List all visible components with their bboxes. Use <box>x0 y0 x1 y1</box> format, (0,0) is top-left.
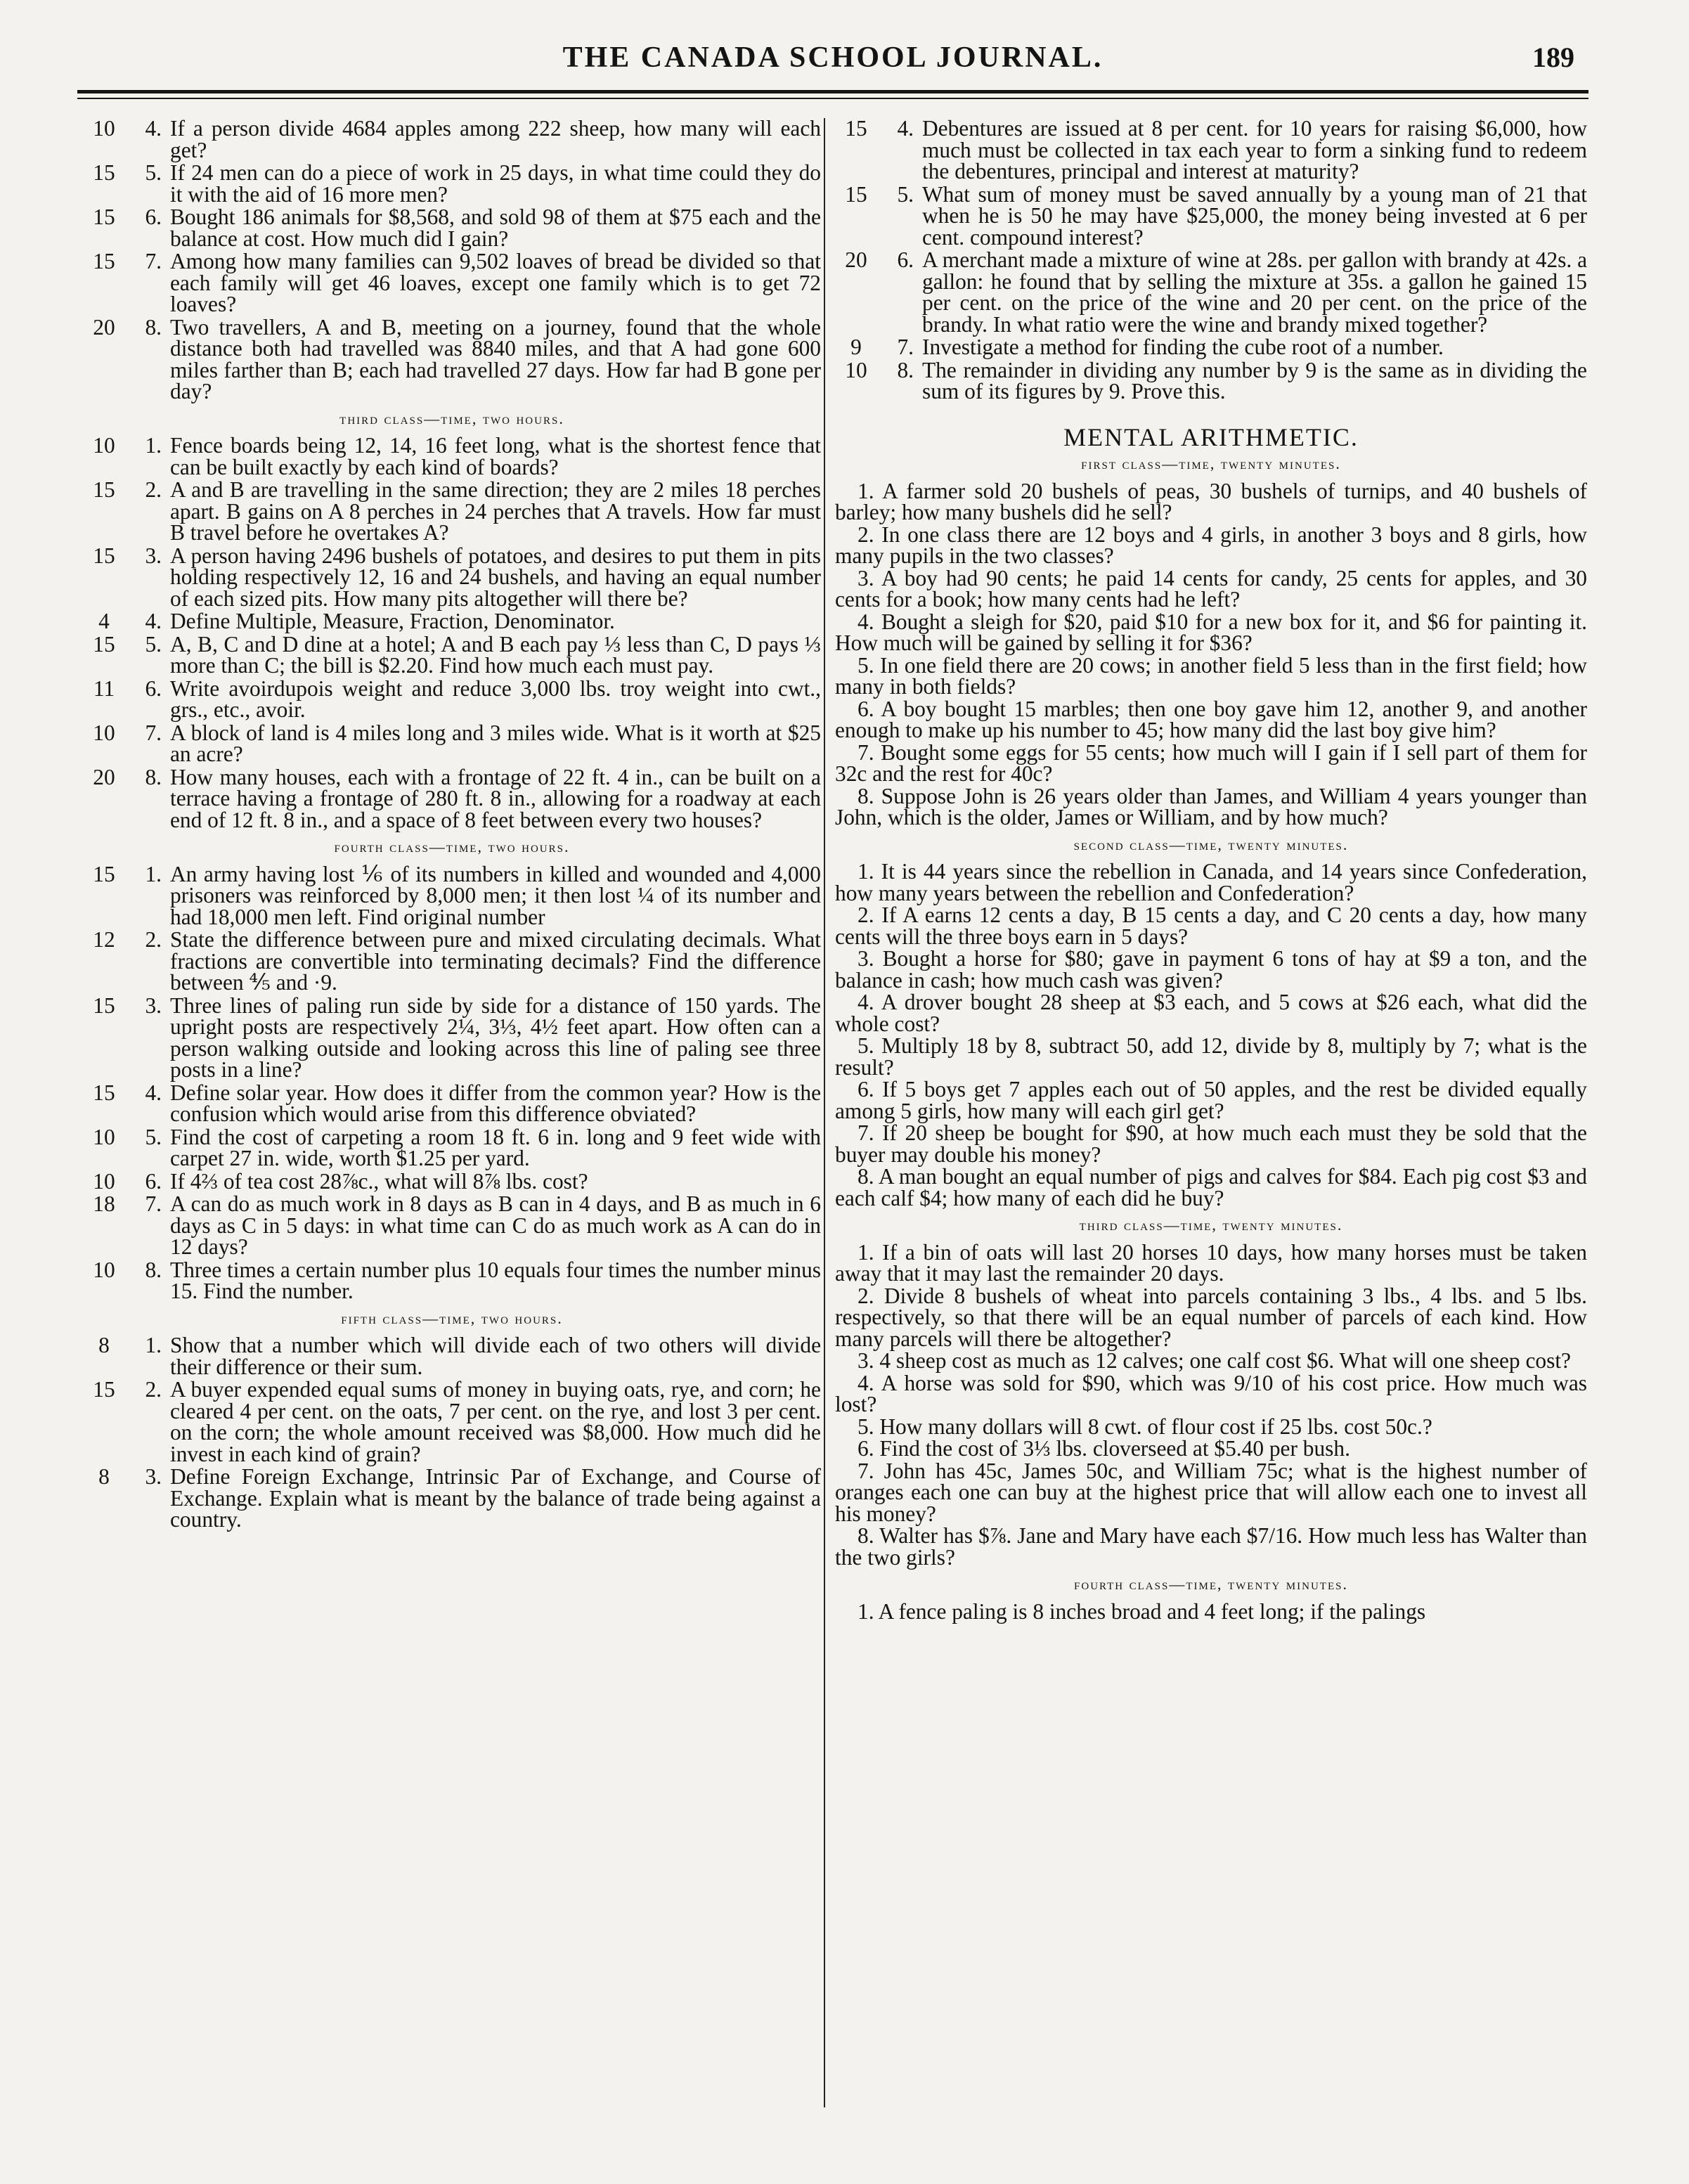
question-number: 6. <box>145 205 162 229</box>
section-heading: third class—time, two hours. <box>339 409 564 427</box>
question-number: 3. <box>145 1464 162 1489</box>
marks-value: 15 <box>93 205 115 229</box>
marks-value: 20 <box>845 247 867 272</box>
page-header <box>77 41 1588 90</box>
marks-value: 15 <box>93 993 115 1018</box>
question-number: 6. <box>145 676 162 701</box>
question-paragraph: 3. A boy had 90 cents; he paid 14 cents for candy, 25 cents for apples, and 30 cents for a book; how many cents had he left? <box>835 565 1587 612</box>
question-number: 7. <box>897 335 914 359</box>
paragraph-list <box>835 861 1587 1209</box>
question-item <box>83 929 821 994</box>
question-item <box>83 251 821 316</box>
question-text: An army having lost ⅙ of its numbers in killed and wounded and 4,000 prisoners was reinforced by 8,000 men; it then lost ¼ of its number and had 18,000 men left. Find original number <box>170 861 821 929</box>
question-item <box>83 479 821 544</box>
marks-value: 15 <box>845 181 867 207</box>
question-paragraph: 4. A drover bought 28 sheep at $3 each, and 5 cows at $26 each, what did the whole cost? <box>835 990 1587 1036</box>
question-paragraph: 7. If 20 sheep be bought for $90, at how much each must they be sold that the buyer may double his money? <box>835 1120 1587 1167</box>
left-column <box>83 118 821 1532</box>
question-number: 5. <box>145 631 162 657</box>
question-text: How many houses, each with a frontage of 22 ft. 4 in., can be built on a terrace having a frontage of 280 ft. 8 in., allowing for a roadway at each end of 12 ft. 8 in., and a space of 8 feet between every two houses? <box>170 764 821 832</box>
question-number: 5. <box>897 181 914 207</box>
question-text: If 4⅔ of tea cost 28⅞c., what will 8⅞ lbs. cost? <box>170 1168 588 1194</box>
paragraph-list <box>835 1239 1587 1570</box>
section-heading: fifth class—time, two hours. <box>341 1309 563 1327</box>
marks-value: 10 <box>845 357 867 382</box>
question-text: Define solar year. How does it differ from the common year? How is the confusion which would arise from this difference obviated? <box>170 1080 821 1126</box>
marks-value: 10 <box>93 720 115 745</box>
page-number: 189 <box>1532 41 1574 73</box>
question-item <box>83 435 821 478</box>
section-heading: fourth class—time, two hours. <box>334 838 570 855</box>
question-paragraph: 2. If A earns 12 cents a day, B 15 cents a day, and C 20 cents a day, how many cents will the three boys earn in 5 days? <box>835 903 1587 949</box>
question-number: 8. <box>145 314 162 340</box>
question-item <box>835 118 1587 183</box>
question-paragraph: 5. How many dollars will 8 cwt. of flour cost if 25 lbs. cost 50c.? <box>858 1414 1432 1439</box>
question-item <box>83 678 821 721</box>
question-number: 4. <box>145 1080 162 1105</box>
section-heading: second class—time, twenty minutes. <box>1073 835 1349 853</box>
marks-value: 12 <box>93 927 115 952</box>
question-item <box>83 207 821 250</box>
question-number: 1. <box>145 861 162 886</box>
right-column <box>835 118 1587 1623</box>
question-text: Write avoirdupois weight and reduce 3,000 lbs. troy weight into cwt., grs., etc., avoir. <box>170 676 821 722</box>
question-text: The remainder in dividing any number by 9 is the same as in dividing the sum of its figures by 9. Prove this. <box>922 357 1587 403</box>
marks-value: 10 <box>93 433 115 458</box>
marks-value: 15 <box>845 116 867 141</box>
question-text: Define Multiple, Measure, Fraction, Denominator. <box>170 609 615 633</box>
column-divider <box>824 118 825 2107</box>
question-number: 2. <box>145 927 162 952</box>
question-text: State the difference between pure and mixed circulating decimals. What fractions are convertible into terminating decimals? Find the difference between ⅘ and ·9. <box>170 927 821 995</box>
question-number: 6. <box>897 247 914 272</box>
question-text: Define Foreign Exchange, Intrinsic Par of Exchange, and Course of Exchange. Explain what is meant by the balance of trade being against a country. <box>170 1464 821 1532</box>
question-text: Fence boards being 12, 14, 16 feet long, what is the shortest fence that can be built exactly by each kind of boards? <box>170 433 821 479</box>
question-item <box>83 1124 821 1170</box>
question-number: 5. <box>145 160 162 185</box>
question-item <box>83 611 821 633</box>
question-paragraph: 1. It is 44 years since the rebellion in Canada, and 14 years since Confederation, how many years between the rebellion and Confederation? <box>835 859 1587 905</box>
marks-value: 20 <box>93 764 115 789</box>
marks-value: 15 <box>93 1377 115 1402</box>
marks-value: 15 <box>93 249 115 273</box>
question-item <box>835 337 1587 358</box>
question-number: 2. <box>145 1377 162 1402</box>
marks-value: 15 <box>93 1080 115 1105</box>
question-paragraph: 1. A farmer sold 20 bushels of peas, 30 bushels of turnips, and 40 bushels of barley; how many bushels did he sell? <box>835 478 1587 524</box>
question-number: 8. <box>145 764 162 789</box>
marks-value: 8 <box>98 1333 110 1357</box>
question-text: Among how many families can 9,502 loaves of bread be divided so that each family will get 46 loaves, except one family which is to get 72 loaves? <box>170 249 821 316</box>
question-number: 1. <box>145 1333 162 1357</box>
question-number: 5. <box>145 1124 162 1149</box>
question-item <box>83 631 821 678</box>
marks-value: 15 <box>93 631 115 657</box>
question-paragraph: 5. In one field there are 20 cows; in another field 5 less than in the first field; how many in both fields? <box>835 652 1587 699</box>
question-text: If 24 men can do a piece of work in 25 days, in what time could they do it with the aid of 16 more men? <box>170 160 821 207</box>
question-paragraph: 8. A man bought an equal number of pigs and calves for $84. Each pig cost $3 and each calf $4; how many of each did he buy? <box>835 1164 1587 1210</box>
question-item <box>83 764 821 832</box>
marks-value: 11 <box>93 676 115 701</box>
question-text: A and B are travelling in the same direction; they are 2 miles 18 perches apart. B gains on A 8 perches in 24 perches that A travels. How far must B travel before he overtakes A? <box>170 477 821 545</box>
question-text: A, B, C and D dine at a hotel; A and B each pay ⅓ less than C, D pays ⅓ more than C; the bill is $2.20. Find how much each must pay. <box>170 631 821 678</box>
question-item <box>83 1191 821 1259</box>
marks-value: 18 <box>93 1191 115 1216</box>
marks-value: 15 <box>93 477 115 502</box>
marks-value: 9 <box>850 335 862 359</box>
question-paragraph: 8. Walter has $⅞. Jane and Mary have each $7/16. How much less has Walter than the two girls? <box>835 1523 1587 1570</box>
question-number: 8. <box>897 357 914 382</box>
marks-value: 15 <box>93 160 115 185</box>
question-paragraph: 7. Bought some eggs for 55 cents; how much will I gain if I sell part of them for 32c and the rest for 40c? <box>835 739 1587 786</box>
question-item <box>83 1379 821 1465</box>
question-item <box>83 314 821 403</box>
question-number: 3. <box>145 993 162 1018</box>
question-item <box>83 1168 821 1194</box>
question-text: If a person divide 4684 apples among 222 sheep, how many will each get? <box>170 116 821 162</box>
question-item <box>835 357 1587 403</box>
question-paragraph: 3. 4 sheep cost as much as 12 calves; one calf cost $6. What will one sheep cost? <box>858 1348 1571 1373</box>
question-text: Three lines of paling run side by side for a distance of 150 yards. The upright posts are respectively 2¼, 3⅓, 4½ feet apart. How often can a person walking outside and looking across this line of paling see three posts in a line? <box>170 993 821 1082</box>
question-text: A buyer expended equal sums of money in buying oats, rye, and corn; he cleared 4 per cent. on the oats, 7 per cent. on the rye, and lost 3 per cent. on the corn; the whole amount received was $8,000. How much did he invest in each kind of grain? <box>170 1377 821 1466</box>
question-paragraph: 4. A horse was sold for $90, which was 9/10 of his cost price. How much was lost? <box>835 1370 1587 1416</box>
marks-value: 10 <box>93 1168 115 1194</box>
question-item <box>835 181 1587 250</box>
question-text: A can do as much work in 8 days as B can in 4 days, and B as much in 6 days as C in 5 days: in what time can C do as much work as A can do in 12 days? <box>170 1191 821 1259</box>
journal-title: THE CANADA SCHOOL JOURNAL. <box>562 41 1104 74</box>
question-item <box>83 118 821 161</box>
question-item <box>83 162 821 205</box>
question-item <box>835 247 1587 337</box>
question-paragraph: 2. Divide 8 bushels of wheat into parcels containing 3 lbs., 4 lbs. and 5 lbs. respectively, so that there will be an equal number of parcels of each kind. How many parcels will there be altogether? <box>835 1283 1587 1351</box>
question-paragraph: 2. In one class there are 12 boys and 4 girls, in another 3 boys and 8 girls, how many pupils in the two classes? <box>835 522 1587 568</box>
question-list <box>83 118 821 403</box>
question-item <box>83 995 821 1081</box>
marks-value: 4 <box>98 609 110 633</box>
question-item <box>83 1080 821 1126</box>
header-rule-thin <box>77 98 1588 99</box>
question-paragraph: 7. John has 45c, James 50c, and William 75c; what is the highest number of oranges each one can buy at the highest price that will allow each one to invest all his money? <box>835 1458 1587 1526</box>
question-number: 6. <box>145 1168 162 1194</box>
section-heading: fourth class—time, twenty minutes. <box>1074 1575 1348 1593</box>
question-number: 4. <box>897 116 914 141</box>
question-number: 7. <box>145 1191 162 1216</box>
question-number: 2. <box>145 477 162 502</box>
question-text: What sum of money must be saved annually by a young man of 21 that when he is 50 he may have $25,000, the money being invested at 6 per cent. compound interest? <box>922 181 1587 250</box>
question-list <box>83 435 821 831</box>
question-text: A merchant made a mixture of wine at 28s. per gallon with brandy at 42s. a gallon: he found that by selling the mixture at 35s. a gallon he gained 15 per cent. on the price of the wine and 20 per cent. on the price of the brandy. In what ratio were the wine and brandy mixed together? <box>922 247 1587 337</box>
marks-value: 15 <box>93 543 115 568</box>
question-number: 4. <box>145 116 162 141</box>
mental-arithmetic-heading: MENTAL ARITHMETIC. <box>1063 422 1359 451</box>
question-paragraph: 6. If 5 boys get 7 apples each out of 50 apples, and the rest be divided equally among 5 girls, how many will each girl get? <box>835 1077 1587 1123</box>
marks-value: 10 <box>93 116 115 141</box>
question-paragraph: 8. Suppose John is 26 years older than James, and William 4 years younger than John, which is the older, James or William, and by how much? <box>835 783 1587 829</box>
question-list <box>835 118 1587 403</box>
question-item <box>83 861 821 929</box>
question-number: 7. <box>145 720 162 745</box>
header-rule <box>77 90 1588 93</box>
question-paragraph: 3. Bought a horse for $80; gave in payment 6 tons of hay at $9 a ton, and the balance in cash; how much cash was given? <box>835 946 1587 993</box>
marks-value: 10 <box>93 1257 115 1282</box>
section-heading: third class—time, twenty minutes. <box>1079 1216 1343 1234</box>
question-paragraph: 6. Find the cost of 3⅓ lbs. cloverseed at $5.40 per bush. <box>858 1436 1350 1461</box>
question-paragraph: 1. If a bin of oats will last 20 horses 10 days, how many horses must be taken away that it may last the remainder 20 days. <box>835 1239 1587 1286</box>
question-item <box>83 545 821 610</box>
question-text: Investigate a method for finding the cube root of a number. <box>922 335 1444 359</box>
question-text: Bought 186 animals for $8,568, and sold 98 of them at $75 each and the balance at cost. How much did I gain? <box>170 205 821 251</box>
paragraph-list <box>835 1598 1587 1624</box>
question-item <box>83 1257 821 1303</box>
question-number: 1. <box>145 433 162 458</box>
question-list <box>83 1335 821 1531</box>
question-paragraph: 4. Bought a sleigh for $20, paid $10 for a new box for it, and $6 for painting it. How much will be gained by selling it for $36? <box>835 609 1587 655</box>
question-text: Debentures are issued at 8 per cent. for 10 years for raising $6,000, how much must be collected in tax each year to form a sinking fund to redeem the debentures, principal and interest at maturity? <box>922 116 1587 183</box>
marks-value: 8 <box>98 1464 110 1489</box>
question-text: Three times a certain number plus 10 equals four times the number minus 15. Find the number. <box>170 1257 821 1303</box>
section-heading: first class—time, twenty minutes. <box>1081 455 1341 472</box>
marks-value: 10 <box>93 1124 115 1149</box>
marks-value: 15 <box>93 861 115 886</box>
question-number: 4. <box>145 609 162 633</box>
question-text: Show that a number which will divide each of two others will divide their difference or their sum. <box>170 1333 821 1379</box>
question-text: Find the cost of carpeting a room 18 ft. 6 in. long and 9 feet wide with carpet 27 in. wide, worth $1.25 per yard. <box>170 1124 821 1170</box>
question-item <box>83 1466 821 1531</box>
question-paragraph: 6. A boy bought 15 marbles; then one boy gave him 12, another 9, and another enough to make up his number to 45; how many did the last boy give him? <box>835 696 1587 742</box>
question-number: 7. <box>145 249 162 273</box>
question-text: A block of land is 4 miles long and 3 miles wide. What is it worth at $25 an acre? <box>170 720 821 766</box>
question-text: Two travellers, A and B, meeting on a journey, found that the whole distance both had travelled was 8840 miles, and that A had gone 600 miles farther than B; each had travelled 27 days. How far had B gone per day? <box>170 314 821 403</box>
paragraph-list <box>835 478 1587 829</box>
question-paragraph: 5. Multiply 18 by 8, subtract 50, add 12, divide by 8, multiply by 7; what is the result? <box>835 1033 1587 1080</box>
question-number: 3. <box>145 543 162 568</box>
question-paragraph: 1. A fence paling is 8 inches broad and 4 feet long; if the palings <box>858 1598 1426 1624</box>
question-item <box>83 720 821 766</box>
question-list <box>83 861 821 1303</box>
question-number: 8. <box>145 1257 162 1282</box>
question-text: A person having 2496 bushels of potatoes, and desires to put them in pits holding respectively 12, 16 and 24 bushels, and having an equal number of each sized pits. How many pits altogether will there be? <box>170 543 821 611</box>
question-item <box>83 1335 821 1378</box>
marks-value: 20 <box>93 314 115 340</box>
